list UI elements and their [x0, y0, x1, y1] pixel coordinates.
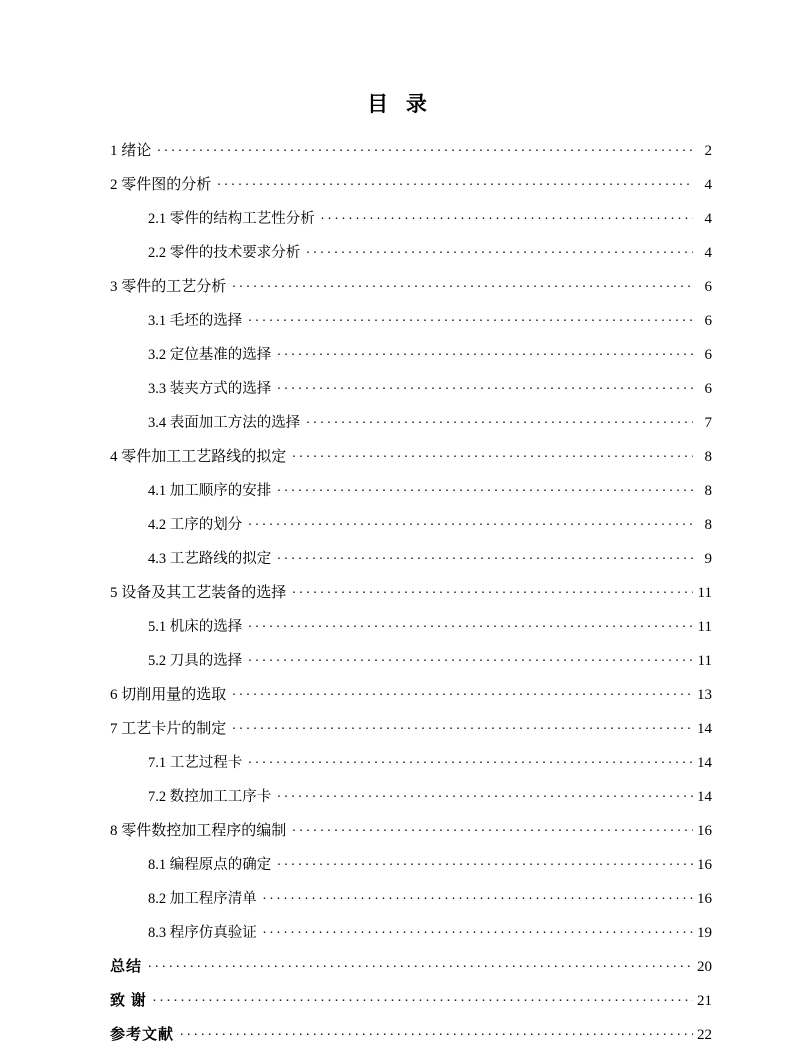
toc-entry[interactable] — [0, 446, 800, 480]
toc-entry[interactable] — [0, 650, 800, 684]
toc-entry-page-number: 6 — [704, 347, 712, 363]
toc-entry[interactable] — [0, 582, 800, 616]
toc-entry[interactable] — [0, 820, 800, 854]
toc-entry[interactable] — [0, 616, 800, 650]
toc-entry-label: 7 工艺卡片的制定 — [110, 721, 227, 737]
toc-entry-label: 3.2 定位基准的选择 — [148, 347, 272, 363]
toc-entry[interactable] — [0, 548, 800, 582]
toc-entry-page-number: 16 — [697, 823, 712, 839]
toc-entry-label: 7.1 工艺过程卡 — [148, 755, 243, 771]
toc-entry[interactable] — [0, 922, 800, 956]
toc-entry-page-number: 4 — [704, 245, 712, 261]
toc-entry[interactable] — [0, 242, 800, 276]
toc-entry-label: 4.1 加工顺序的安排 — [148, 483, 272, 499]
toc-entry-label: 3.3 装夹方式的选择 — [148, 381, 272, 397]
toc-leader-dots — [232, 276, 693, 291]
toc-entry-label: 致 谢 — [110, 993, 147, 1009]
toc-entry[interactable] — [0, 310, 800, 344]
toc-entry-label: 7.2 数控加工工序卡 — [148, 789, 272, 805]
toc-entry-label: 2.2 零件的技术要求分析 — [148, 245, 301, 261]
toc-leader-dots — [321, 208, 693, 223]
toc-entry[interactable] — [0, 174, 800, 208]
toc-entry-page-number: 6 — [704, 313, 712, 329]
toc-entry-label: 4 零件加工工艺路线的拟定 — [110, 449, 287, 465]
toc-entry-page-number: 8 — [704, 517, 712, 533]
toc-entry-label: 2.1 零件的结构工艺性分析 — [148, 211, 315, 227]
toc-entry[interactable] — [0, 684, 800, 718]
toc-entry-label: 5 设备及其工艺装备的选择 — [110, 585, 287, 601]
toc-leader-dots — [217, 174, 693, 189]
toc-entry-page-number: 6 — [704, 279, 712, 295]
toc-entry-page-number: 14 — [697, 721, 712, 737]
toc-leader-dots — [157, 140, 693, 155]
toc-leader-dots — [263, 922, 693, 937]
toc-entry-label: 3 零件的工艺分析 — [110, 279, 227, 295]
toc-entry-label: 参考文献 — [110, 1027, 175, 1043]
toc-entry-page-number: 2 — [704, 143, 712, 159]
table-of-contents — [0, 118, 800, 1058]
toc-entry[interactable] — [0, 956, 800, 990]
toc-leader-dots — [277, 378, 693, 393]
page-title: 目 录 — [367, 93, 433, 116]
toc-leader-dots — [248, 752, 693, 767]
toc-leader-dots — [248, 616, 693, 631]
toc-entry[interactable] — [0, 718, 800, 752]
toc-leader-dots — [292, 820, 693, 835]
toc-entry-label: 4.2 工序的划分 — [148, 517, 243, 533]
toc-leader-dots — [277, 854, 693, 869]
toc-leader-dots — [180, 1024, 693, 1039]
toc-entry[interactable] — [0, 140, 800, 174]
toc-entry[interactable] — [0, 208, 800, 242]
toc-entry-page-number: 8 — [704, 449, 712, 465]
toc-entry-label: 8.2 加工程序清单 — [148, 891, 257, 907]
toc-entry-page-number: 19 — [697, 925, 712, 941]
toc-entry-label: 8.3 程序仿真验证 — [148, 925, 257, 941]
toc-entry-page-number: 22 — [697, 1027, 712, 1043]
toc-entry-page-number: 11 — [697, 619, 712, 635]
toc-entry-page-number: 4 — [704, 211, 712, 227]
toc-leader-dots — [277, 480, 693, 495]
toc-leader-dots — [277, 786, 693, 801]
toc-entry[interactable] — [0, 480, 800, 514]
toc-entry[interactable] — [0, 1024, 800, 1058]
toc-leader-dots — [232, 718, 693, 733]
toc-entry-page-number: 16 — [697, 891, 712, 907]
toc-entry-label: 3.4 表面加工方法的选择 — [148, 415, 301, 431]
toc-leader-dots — [232, 684, 693, 699]
toc-entry-label: 4.3 工艺路线的拟定 — [148, 551, 272, 567]
toc-entry-label: 8.1 编程原点的确定 — [148, 857, 272, 873]
toc-leader-dots — [306, 242, 693, 257]
toc-entry-label: 8 零件数控加工程序的编制 — [110, 823, 287, 839]
toc-entry-label: 5.2 刀具的选择 — [148, 653, 243, 669]
toc-entry-page-number: 13 — [697, 687, 712, 703]
toc-leader-dots — [292, 446, 693, 461]
toc-leader-dots — [292, 582, 693, 597]
toc-entry-label: 2 零件图的分析 — [110, 177, 212, 193]
toc-entry[interactable] — [0, 854, 800, 888]
toc-leader-dots — [153, 990, 693, 1005]
toc-entry[interactable] — [0, 888, 800, 922]
toc-entry-page-number: 7 — [704, 415, 712, 431]
toc-entry[interactable] — [0, 786, 800, 820]
toc-entry-page-number: 11 — [697, 585, 712, 601]
toc-entry[interactable] — [0, 378, 800, 412]
toc-entry[interactable] — [0, 752, 800, 786]
toc-entry-label: 总结 — [110, 959, 143, 975]
toc-leader-dots — [306, 412, 693, 427]
toc-leader-dots — [277, 344, 693, 359]
toc-entry[interactable] — [0, 990, 800, 1024]
toc-entry-page-number: 11 — [697, 653, 712, 669]
toc-entry-page-number: 8 — [704, 483, 712, 499]
toc-leader-dots — [277, 548, 693, 563]
toc-entry-label: 1 绪论 — [110, 143, 152, 159]
toc-entry-page-number: 21 — [697, 993, 712, 1009]
toc-entry-page-number: 6 — [704, 381, 712, 397]
toc-entry[interactable] — [0, 412, 800, 446]
toc-leader-dots — [248, 514, 693, 529]
toc-leader-dots — [148, 956, 693, 971]
toc-leader-dots — [263, 888, 693, 903]
toc-entry-page-number: 20 — [697, 959, 712, 975]
toc-entry-label: 5.1 机床的选择 — [148, 619, 243, 635]
toc-entry-label: 6 切削用量的选取 — [110, 687, 227, 703]
toc-entry-page-number: 14 — [697, 755, 712, 771]
toc-entry-page-number: 4 — [704, 177, 712, 193]
toc-entry-label: 3.1 毛坯的选择 — [148, 313, 243, 329]
toc-entry-page-number: 14 — [697, 789, 712, 805]
toc-entry[interactable] — [0, 344, 800, 378]
toc-leader-dots — [248, 310, 693, 325]
toc-entry-page-number: 16 — [697, 857, 712, 873]
toc-entry[interactable] — [0, 276, 800, 310]
toc-entry[interactable] — [0, 514, 800, 548]
toc-entry-page-number: 9 — [704, 551, 712, 567]
toc-leader-dots — [248, 650, 693, 665]
